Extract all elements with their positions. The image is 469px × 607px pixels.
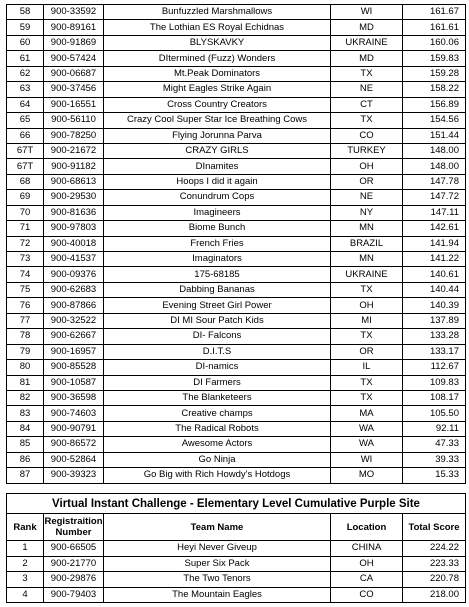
registration-number-cell: 900-06687 (44, 66, 104, 81)
rank-cell: 70 (7, 205, 44, 220)
score-cell: 223.33 (403, 556, 466, 572)
table-row (7, 360, 466, 375)
header-registration-number (44, 514, 104, 541)
table-row (7, 174, 466, 189)
team-name-cell: 175-68185 (104, 267, 331, 282)
rank-cell: 65 (7, 113, 44, 128)
team-name-cell: D.I.T.S (104, 344, 331, 359)
rank-cell: 61 (7, 51, 44, 66)
registration-number-cell: 900-09376 (44, 267, 104, 282)
registration-number-cell: 900-97803 (44, 221, 104, 236)
rank-cell: 2 (7, 556, 44, 572)
team-name-cell: Biome Bunch (104, 221, 331, 236)
registration-number-cell: 900-57424 (44, 51, 104, 66)
table-row (7, 66, 466, 81)
score-cell: 15.33 (403, 468, 466, 483)
location-cell: MA (331, 406, 403, 421)
rank-cell: 81 (7, 375, 44, 390)
team-name-cell: The Lothian ES Royal Echidnas (104, 20, 331, 35)
score-cell: 161.61 (403, 20, 466, 35)
team-name-cell: DI MI Sour Patch Kids (104, 313, 331, 328)
rank-cell: 1 (7, 541, 44, 557)
location-cell: NE (331, 190, 403, 205)
registration-number-cell: 900-62667 (44, 329, 104, 344)
registration-number-cell: 900-66505 (44, 541, 104, 557)
score-cell: 218.00 (403, 587, 466, 603)
rank-cell: 59 (7, 20, 44, 35)
team-name-cell: DItermined (Fuzz) Wonders (104, 51, 331, 66)
registration-number-cell: 900-90791 (44, 421, 104, 436)
score-cell: 108.17 (403, 390, 466, 405)
table-row (7, 344, 466, 359)
registration-number-cell: 900-16957 (44, 344, 104, 359)
location-cell: CO (331, 587, 403, 603)
location-cell: WA (331, 437, 403, 452)
table-row (7, 298, 466, 313)
table-row (7, 190, 466, 205)
header-rank: Rank (7, 514, 44, 541)
rank-cell: 87 (7, 468, 44, 483)
header-registration-line1: Registraition (44, 516, 103, 527)
rank-cell: 3 (7, 572, 44, 588)
team-name-cell: The Two Tenors (104, 572, 331, 588)
registration-number-cell: 900-87866 (44, 298, 104, 313)
rank-cell: 82 (7, 390, 44, 405)
table-row (7, 35, 466, 50)
table-row (7, 159, 466, 174)
location-cell: BRAZIL (331, 236, 403, 251)
location-cell: NE (331, 82, 403, 97)
score-cell: 133.17 (403, 344, 466, 359)
rank-cell: 77 (7, 313, 44, 328)
rank-cell: 74 (7, 267, 44, 282)
registration-number-cell: 900-29876 (44, 572, 104, 588)
location-cell: OR (331, 344, 403, 359)
header-location: Location (331, 514, 403, 541)
team-name-cell: Go Big with Rich Howdy's Hotdogs (104, 468, 331, 483)
registration-number-cell: 900-41537 (44, 252, 104, 267)
team-name-cell: Crazy Cool Super Star Ice Breathing Cows (104, 113, 331, 128)
rank-cell: 68 (7, 174, 44, 189)
location-cell: TX (331, 113, 403, 128)
table-row (7, 97, 466, 112)
registration-number-cell: 900-56110 (44, 113, 104, 128)
team-name-cell: The Blanketeers (104, 390, 331, 405)
rank-cell: 84 (7, 421, 44, 436)
score-cell: 92.11 (403, 421, 466, 436)
score-cell: 133.28 (403, 329, 466, 344)
team-name-cell: Evening Street Girl Power (104, 298, 331, 313)
rank-cell: 85 (7, 437, 44, 452)
location-cell: MN (331, 221, 403, 236)
score-cell: 137.89 (403, 313, 466, 328)
score-cell: 112.67 (403, 360, 466, 375)
rank-cell: 86 (7, 452, 44, 467)
registration-number-cell: 900-85528 (44, 360, 104, 375)
registration-number-cell: 900-89161 (44, 20, 104, 35)
rank-cell: 73 (7, 252, 44, 267)
registration-number-cell: 900-21672 (44, 143, 104, 158)
score-cell: 140.61 (403, 267, 466, 282)
registration-number-cell: 900-78250 (44, 128, 104, 143)
score-cell: 154.56 (403, 113, 466, 128)
score-cell: 156.89 (403, 97, 466, 112)
rank-cell: 78 (7, 329, 44, 344)
header-team-name: Team Name (104, 514, 331, 541)
location-cell: MD (331, 20, 403, 35)
score-cell: 105.50 (403, 406, 466, 421)
rank-cell: 60 (7, 35, 44, 50)
registration-number-cell: 900-36598 (44, 390, 104, 405)
location-cell: OH (331, 159, 403, 174)
table-row (7, 252, 466, 267)
rank-cell: 71 (7, 221, 44, 236)
team-name-cell: Mt.Peak Dominators (104, 66, 331, 81)
location-cell: MO (331, 468, 403, 483)
table-row (7, 556, 466, 572)
location-cell: UKRAINE (331, 267, 403, 282)
table-row (7, 390, 466, 405)
table-row (7, 406, 466, 421)
location-cell: TURKEY (331, 143, 403, 158)
table-row (7, 587, 466, 603)
table-row (7, 5, 466, 20)
table-row (7, 205, 466, 220)
table-row (7, 375, 466, 390)
team-name-cell: DI-namics (104, 360, 331, 375)
registration-number-cell: 900-39323 (44, 468, 104, 483)
table-row (7, 572, 466, 588)
location-cell: TX (331, 329, 403, 344)
table-row (7, 437, 466, 452)
score-cell: 142.61 (403, 221, 466, 236)
team-name-cell: Heyi Never Giveup (104, 541, 331, 557)
score-cell: 159.83 (403, 51, 466, 66)
team-name-cell: Flying Jorunna Parva (104, 128, 331, 143)
location-cell: TX (331, 375, 403, 390)
score-cell: 147.78 (403, 174, 466, 189)
table-row (7, 313, 466, 328)
registration-number-cell: 900-81636 (44, 205, 104, 220)
score-cell: 39.33 (403, 452, 466, 467)
location-cell: WA (331, 421, 403, 436)
table-row (7, 236, 466, 251)
registration-number-cell: 900-21770 (44, 556, 104, 572)
team-name-cell: Bunfuzzled Marshmallows (104, 5, 331, 20)
rank-cell: 66 (7, 128, 44, 143)
team-name-cell: Might Eagles Strike Again (104, 82, 331, 97)
team-name-cell: CRAZY GIRLS (104, 143, 331, 158)
location-cell: CO (331, 128, 403, 143)
location-cell: TX (331, 282, 403, 297)
location-cell: WI (331, 5, 403, 20)
table-row (7, 51, 466, 66)
team-name-cell: Super Six Pack (104, 556, 331, 572)
score-cell: 220.78 (403, 572, 466, 588)
team-name-cell: Hoops I did it again (104, 174, 331, 189)
team-name-cell: Go Ninja (104, 452, 331, 467)
registration-number-cell: 900-52864 (44, 452, 104, 467)
table-row (7, 452, 466, 467)
location-cell: UKRAINE (331, 35, 403, 50)
location-cell: TX (331, 390, 403, 405)
score-cell: 148.00 (403, 143, 466, 158)
registration-number-cell: 900-29530 (44, 190, 104, 205)
location-cell: MD (331, 51, 403, 66)
registration-number-cell: 900-74603 (44, 406, 104, 421)
location-cell: MN (331, 252, 403, 267)
team-name-cell: DI Farmers (104, 375, 331, 390)
table-row (7, 541, 466, 557)
score-cell: 161.67 (403, 5, 466, 20)
score-cell: 160.06 (403, 35, 466, 50)
cumulative-purple-site-table (6, 493, 466, 603)
rank-cell: 58 (7, 5, 44, 20)
registration-number-cell: 900-32522 (44, 313, 104, 328)
registration-number-cell: 900-16551 (44, 97, 104, 112)
score-cell: 140.39 (403, 298, 466, 313)
rank-cell: 69 (7, 190, 44, 205)
team-name-cell: Cross Country Creators (104, 97, 331, 112)
location-cell: IL (331, 360, 403, 375)
registration-number-cell: 900-79403 (44, 587, 104, 603)
registration-number-cell: 900-33592 (44, 5, 104, 20)
rank-cell: 4 (7, 587, 44, 603)
score-cell: 141.22 (403, 252, 466, 267)
table-title: Virtual Instant Challenge - Elementary Level Cumulative Purple Site (7, 494, 466, 514)
rank-cell: 64 (7, 97, 44, 112)
team-name-cell: Imaginators (104, 252, 331, 267)
score-cell: 151.44 (403, 128, 466, 143)
header-registration-line2: Number (55, 527, 92, 538)
score-cell: 147.72 (403, 190, 466, 205)
team-name-cell: BLYSKAVKY (104, 35, 331, 50)
rank-cell: 72 (7, 236, 44, 251)
score-cell: 158.22 (403, 82, 466, 97)
rank-cell: 63 (7, 82, 44, 97)
location-cell: WI (331, 452, 403, 467)
location-cell: MI (331, 313, 403, 328)
location-cell: OH (331, 556, 403, 572)
results-table (6, 4, 466, 484)
rank-cell: 75 (7, 282, 44, 297)
rank-cell: 67T (7, 143, 44, 158)
table-row (7, 113, 466, 128)
table-row (7, 82, 466, 97)
rank-cell: 76 (7, 298, 44, 313)
team-name-cell: French Fries (104, 236, 331, 251)
table-row (7, 20, 466, 35)
table-row (7, 221, 466, 236)
score-cell: 109.83 (403, 375, 466, 390)
registration-number-cell: 900-91182 (44, 159, 104, 174)
location-cell: NY (331, 205, 403, 220)
location-cell: CHINA (331, 541, 403, 557)
registration-number-cell: 900-68613 (44, 174, 104, 189)
team-name-cell: Dabbing Bananas (104, 282, 331, 297)
team-name-cell: Conundrum Cops (104, 190, 331, 205)
registration-number-cell: 900-10587 (44, 375, 104, 390)
location-cell: CT (331, 97, 403, 112)
score-cell: 47.33 (403, 437, 466, 452)
header-total-score: Total Score (403, 514, 466, 541)
rank-cell: 80 (7, 360, 44, 375)
registration-number-cell: 900-62683 (44, 282, 104, 297)
team-name-cell: Creative champs (104, 406, 331, 421)
location-cell: OR (331, 174, 403, 189)
rank-cell: 62 (7, 66, 44, 81)
results-body (7, 5, 466, 484)
score-cell: 147.11 (403, 205, 466, 220)
location-cell: CA (331, 572, 403, 588)
score-cell: 224.22 (403, 541, 466, 557)
registration-number-cell: 900-40018 (44, 236, 104, 251)
rank-cell: 83 (7, 406, 44, 421)
table-row (7, 468, 466, 483)
score-cell: 141.94 (403, 236, 466, 251)
table-row (7, 143, 466, 158)
table-row (7, 282, 466, 297)
table-row (7, 267, 466, 282)
score-cell: 140.44 (403, 282, 466, 297)
team-name-cell: DI- Falcons (104, 329, 331, 344)
team-name-cell: Awesome Actors (104, 437, 331, 452)
team-name-cell: Imagineers (104, 205, 331, 220)
score-cell: 148.00 (403, 159, 466, 174)
score-cell: 159.28 (403, 66, 466, 81)
rank-cell: 79 (7, 344, 44, 359)
registration-number-cell: 900-86572 (44, 437, 104, 452)
registration-number-cell: 900-91869 (44, 35, 104, 50)
table-row (7, 128, 466, 143)
location-cell: OH (331, 298, 403, 313)
cumulative-body (7, 541, 466, 603)
registration-number-cell: 900-37456 (44, 82, 104, 97)
table-row (7, 421, 466, 436)
rank-cell: 67T (7, 159, 44, 174)
location-cell: TX (331, 66, 403, 81)
table-row (7, 329, 466, 344)
team-name-cell: The Radical Robots (104, 421, 331, 436)
team-name-cell: DInamites (104, 159, 331, 174)
team-name-cell: The Mountain Eagles (104, 587, 331, 603)
